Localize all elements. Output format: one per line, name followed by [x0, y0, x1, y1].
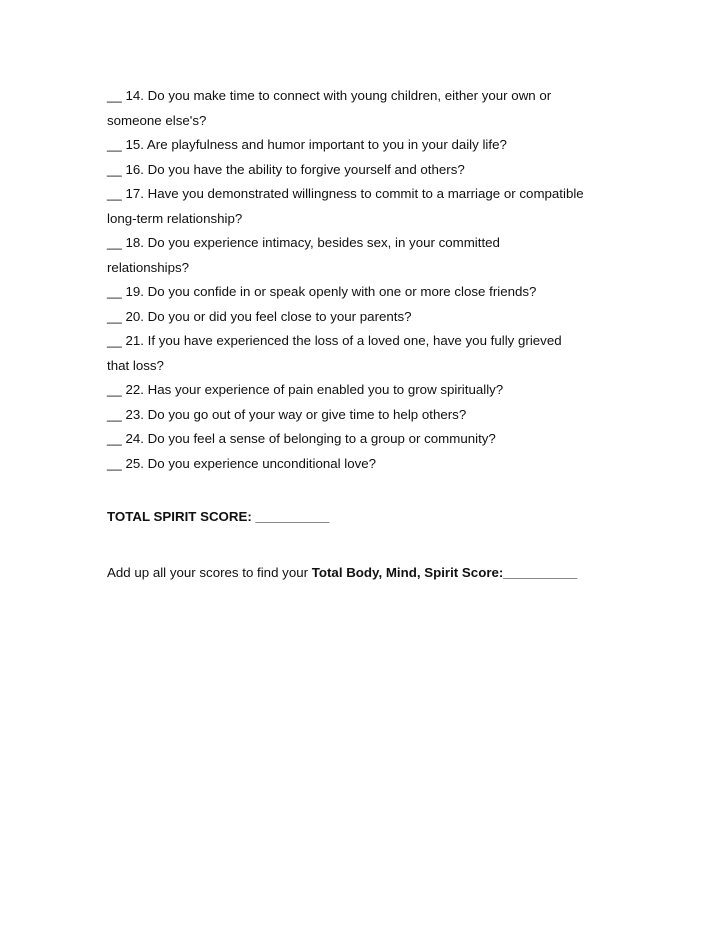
question-line: __ 22. Has your experience of pain enabled you to grow spiritually? [107, 382, 504, 397]
question-line: __ 14. Do you make time to connect with young children, either your own or [107, 88, 552, 103]
question-line: __ 17. Have you demonstrated willingness to commit to a marriage or compatible [107, 186, 584, 201]
final-instruction-prefix: Add up all your scores to find your [107, 565, 312, 580]
question-line: __ 18. Do you experience intimacy, besides sex, in your committed [107, 235, 500, 250]
spacer [107, 476, 647, 505]
question-item [107, 427, 647, 452]
question-line: __ 25. Do you experience unconditional love? [107, 455, 377, 471]
question-item [107, 182, 647, 231]
question-item [107, 158, 647, 183]
final-score-label: Total Body, Mind, Spirit Score:__________ [311, 565, 578, 580]
question-item [107, 231, 647, 280]
question-line: someone else's? [107, 112, 207, 128]
question-line: __ 15. Are playfulness and humor important to you in your daily life? [107, 137, 507, 152]
question-item [107, 305, 647, 330]
question-line: relationships? [107, 259, 190, 275]
question-line: __ 21. If you have experienced the loss of a loved one, have you fully grieved [107, 333, 562, 348]
question-item [107, 280, 647, 305]
question-item [107, 133, 647, 158]
question-item [107, 403, 647, 428]
question-line: __ 19. Do you confide in or speak openly with one or more close friends? [107, 284, 537, 299]
total-spirit-score: TOTAL SPIRIT SCORE: __________ [107, 509, 330, 524]
question-line: __ 20. Do you or did you feel close to your parents? [107, 308, 412, 324]
question-item [107, 84, 647, 133]
final-instruction [107, 561, 647, 585]
question-line: that loss? [107, 357, 164, 373]
question-item [107, 378, 647, 403]
question-item [107, 452, 647, 477]
question-line: __ 16. Do you have the ability to forgive yourself and others? [107, 161, 465, 177]
question-line: long-term relationship? [107, 210, 243, 226]
question-line: __ 23. Do you go out of your way or give time to help others? [107, 406, 467, 422]
document-page [107, 84, 647, 585]
spacer [107, 529, 647, 561]
question-line: __ 24. Do you feel a sense of belonging to a group or community? [107, 431, 496, 446]
question-item [107, 329, 647, 378]
question-list [107, 84, 647, 476]
